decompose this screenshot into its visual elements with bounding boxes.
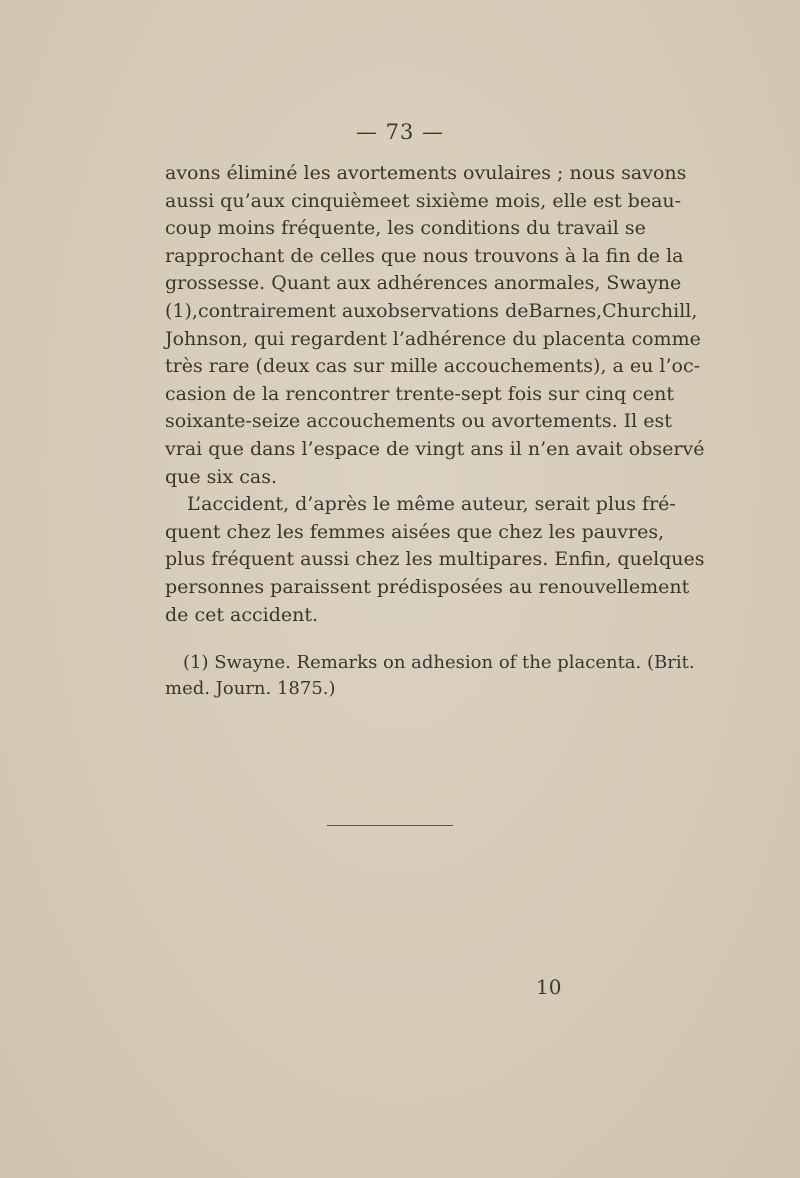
- paragraph: [165, 491, 705, 629]
- footnote: [165, 650, 695, 702]
- footnote-line: (1) Swayne. Remarks on adhesion of the placenta. (Brit.: [183, 652, 695, 673]
- text-line: L’accident, d’après le même auteur, serait plus fré-: [187, 493, 676, 516]
- text-line: rapprochant de celles que nous trouvons à la fin de la: [165, 244, 684, 267]
- text-line: vrai que dans l’espace de vingt ans il n’en avait observé: [165, 437, 705, 460]
- text-line: quent chez les femmes aisées que chez les pauvres,: [165, 520, 665, 543]
- text-line: que six cas.: [165, 465, 278, 488]
- page-number: — 73 —: [355, 120, 445, 144]
- text-line: coup moins fréquente, les conditions du travail se: [165, 217, 646, 240]
- text-line: soixante-seize accouchements ou avortements. Il est: [165, 410, 672, 433]
- text-line: Johnson, qui regardent l’adhérence du placenta comme: [165, 327, 701, 350]
- text-line: casion de la rencontrer trente-sept fois sur cinq cent: [165, 382, 675, 405]
- signature-mark: 10: [536, 975, 562, 999]
- text-line: de cet accident.: [165, 603, 319, 626]
- text-line: grossesse. Quant aux adhérences anormales, Swayne: [165, 272, 682, 295]
- horizontal-rule: [327, 825, 453, 826]
- text-line: plus fréquent aussi chez les multipares. Enfin, quelques: [165, 548, 705, 571]
- text-line: aussi qu’aux cinquièmeet sixième mois, elle est beau-: [165, 189, 682, 212]
- text-line: avons éliminé les avortements ovulaires ; nous savons: [165, 162, 687, 184]
- body-text: [165, 160, 705, 629]
- paragraph: [165, 160, 705, 491]
- text-line: très rare (deux cas sur mille accouchements), a eu l’oc-: [165, 355, 701, 378]
- text-line: (1),contrairement auxobservations deBarnes,Churchill,: [165, 299, 698, 322]
- footnote-line: med. Journ. 1875.): [165, 678, 336, 699]
- text-line: personnes paraissent prédisposées au renouvellement: [165, 575, 690, 598]
